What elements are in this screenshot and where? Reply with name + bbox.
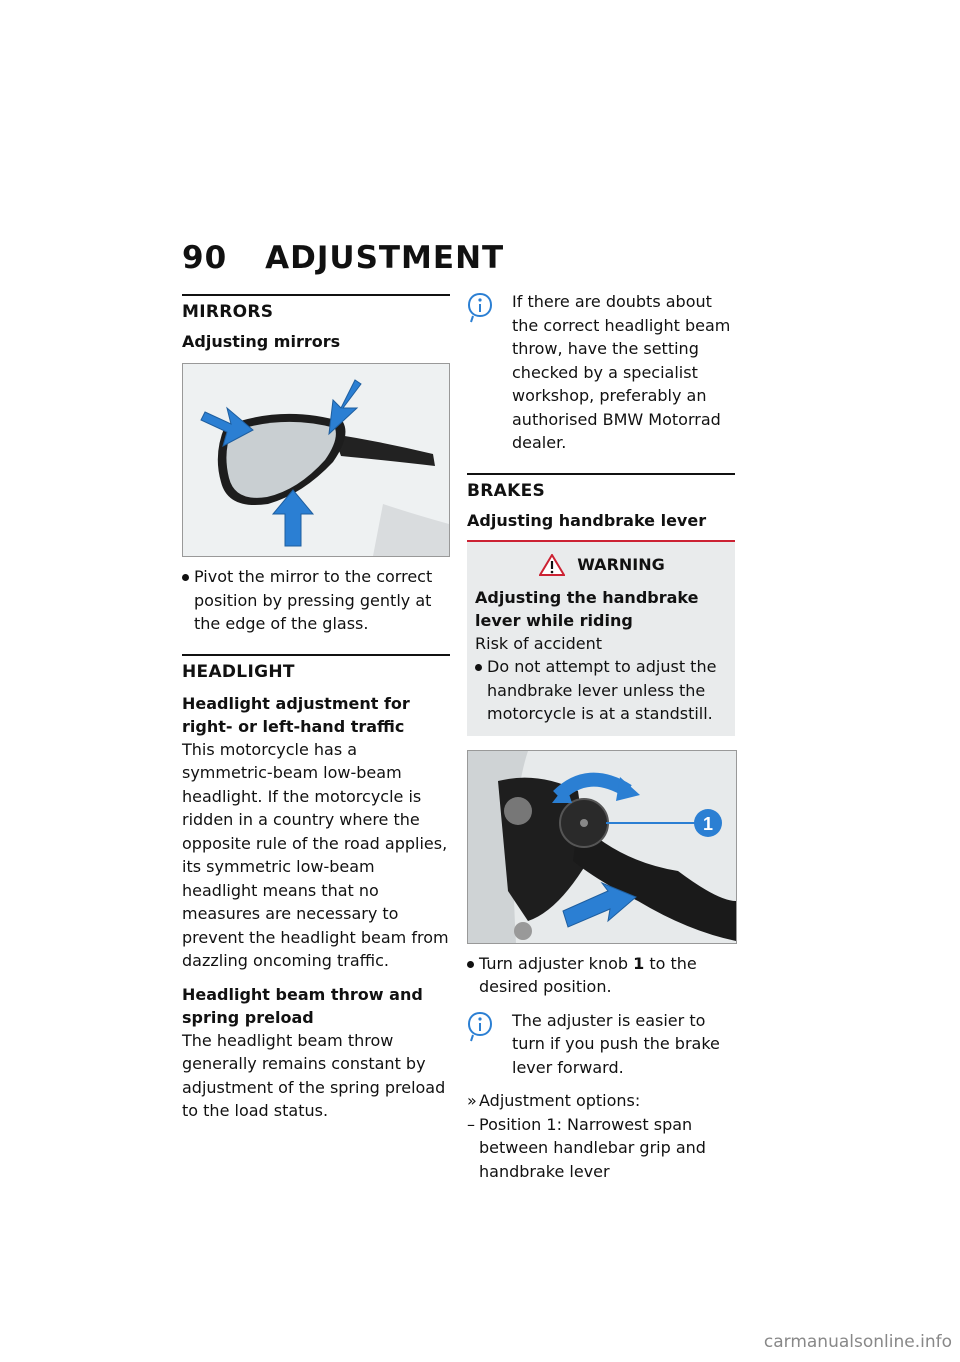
info-icon <box>467 292 493 324</box>
section-rule <box>182 294 450 296</box>
info-icon <box>467 1011 493 1043</box>
subheading-beam-throw: Headlight beam throw and spring preload <box>182 984 423 1027</box>
warning-heading: Adjusting the handbrake lever while riding <box>475 587 699 630</box>
subheading-adjusting-mirrors: Adjusting mirrors <box>182 332 341 351</box>
right-column <box>467 290 735 1183</box>
warning-box <box>467 540 735 736</box>
mirror-illustration <box>183 364 449 556</box>
section-rule <box>182 654 450 656</box>
info-note-adjuster <box>467 1009 735 1080</box>
page-header <box>182 240 505 280</box>
figure-handbrake <box>467 750 737 944</box>
page-number: 90 <box>182 240 228 276</box>
warning-risk: Risk of accident <box>475 633 603 653</box>
section-heading-headlight: HEADLIGHT <box>182 661 295 682</box>
warning-title <box>475 554 729 576</box>
warning-bullet: Do not attempt to adjust the handbrake lever unless the motorcycle is at a standstill. <box>475 655 729 726</box>
callout-number: 1 <box>702 813 714 834</box>
info-text-adjuster: The adjuster is easier to turn if you push the brake lever forward. <box>512 1010 720 1077</box>
subheading-handbrake-lever: Adjusting handbrake lever <box>467 510 707 530</box>
options-label: » Adjustment options: <box>467 1089 735 1113</box>
section-rule <box>467 473 735 475</box>
warning-label: WARNING <box>577 555 665 574</box>
section-heading-brakes: BRAKES <box>467 480 546 501</box>
info-note-beam-throw <box>467 290 735 455</box>
page-title: ADJUSTMENT <box>265 240 505 276</box>
figure-mirror <box>182 363 450 557</box>
paragraph-headlight-symmetric: This motorcycle has a symmetric-beam low-beam headlight. If the motorcycle is ridden in a country where the opposite rule of the road applies, its symmetric low-beam headlight means that no measures are necessary to prevent the headlight beam from dazzling oncoming traffic. <box>182 739 449 970</box>
step-ref: 1 <box>633 953 645 973</box>
subheading-headlight-traffic: Headlight adjustment for right- or left-hand traffic <box>182 693 410 736</box>
info-text-beam-throw: If there are doubts about the correct headlight beam throw, have the setting checked by a specialist workshop, preferably an authorised BMW Motorrad dealer. <box>512 292 731 452</box>
footer-watermark: carmanualsonline.info <box>763 1332 952 1352</box>
left-column <box>182 294 450 1123</box>
step-suffix: to the desired position. <box>479 953 697 996</box>
section-heading-mirrors: MIRRORS <box>182 302 274 322</box>
list-item-adjuster <box>467 952 735 999</box>
option-position-1: – Position 1: Narrowest span between handlebar grip and handbrake lever <box>467 1113 735 1184</box>
warning-triangle-icon <box>539 554 565 576</box>
handbrake-illustration <box>468 751 736 943</box>
step-prefix: Turn adjuster knob <box>479 953 634 973</box>
list-item-mirror: Pivot the mirror to the correct position by pressing gently at the edge of the glass. <box>182 565 450 636</box>
paragraph-beam-throw: The headlight beam throw generally remains constant by adjustment of the spring preload to the load status. <box>182 1030 446 1120</box>
